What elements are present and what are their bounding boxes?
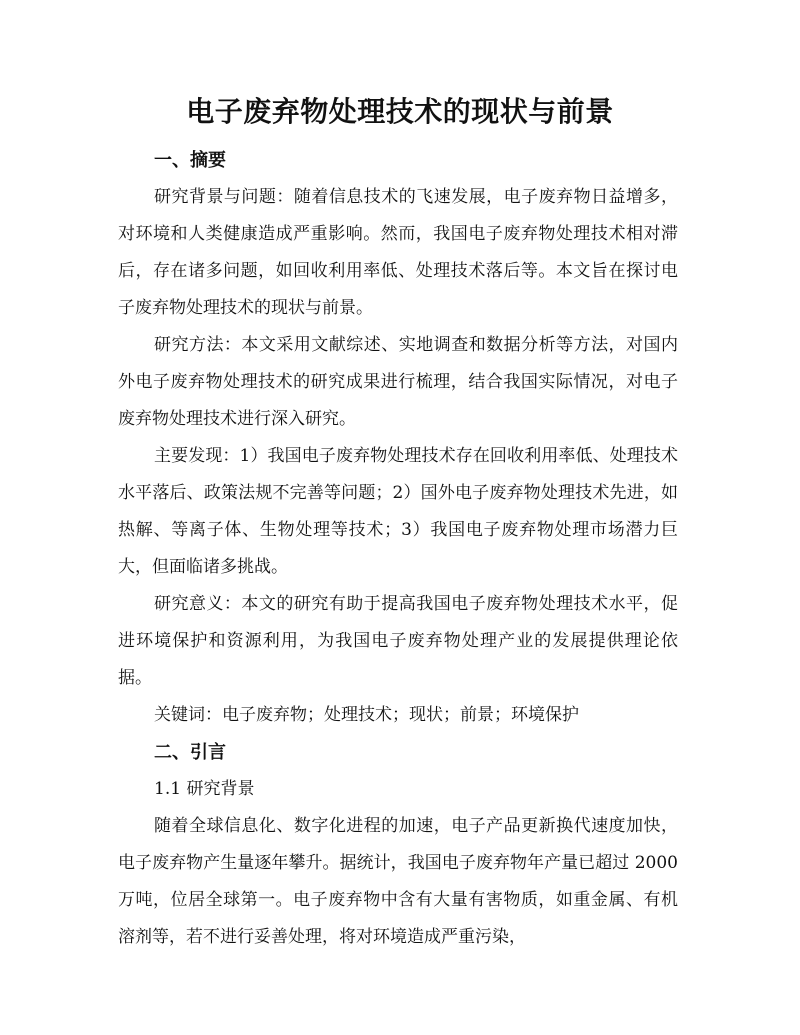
abstract-background-paragraph: 研究背景与问题：随着信息技术的飞速发展，电子废弃物日益增多，对环境和人类健康造成严重影响。然而，我国电子废弃物处理技术相对滞后，存在诸多问题，如回收利用率低、处理技术落后等。本文旨在探讨电子废弃物处理技术的现状与前景。 — [118, 187, 678, 318]
introduction-heading: 二、引言 — [154, 742, 226, 763]
keywords-line: 关键词：电子废弃物；处理技术；现状；前景；环境保护 — [154, 705, 579, 725]
document-body — [118, 142, 678, 956]
abstract-heading: 一、摘要 — [154, 150, 226, 171]
abstract-significance-paragraph: 研究意义：本文的研究有助于提高我国电子废弃物处理技术水平，促进环境保护和资源利用，为我国电子废弃物处理产业的发展提供理论依据。 — [118, 594, 678, 688]
research-background-subheading: 1.1 研究背景 — [154, 779, 255, 799]
introduction-paragraph: 随着全球信息化、数字化进程的加速，电子产品更新换代速度加快，电子废弃物产生量逐年攀升。据统计，我国电子废弃物年产量已超过 2000 万吨，位居全球第一。电子废弃物中含有大量有害物质，如重金属、有机溶剂等，若不进行妥善处理，将对环境造成严重污染， — [118, 816, 678, 947]
abstract-methods-paragraph: 研究方法：本文采用文献综述、实地调查和数据分析等方法，对国内外电子废弃物处理技术的研究成果进行梳理，结合我国实际情况，对电子废弃物处理技术进行深入研究。 — [118, 335, 678, 429]
abstract-findings-paragraph: 主要发现：1）我国电子废弃物处理技术存在回收利用率低、处理技术水平落后、政策法规不完善等问题；2）国外电子废弃物处理技术先进，如热解、等离子体、生物处理等技术；3）我国电子废弃物处理市场潜力巨大，但面临诸多挑战。 — [118, 446, 678, 577]
document-title: 电子废弃物处理技术的现状与前景 — [186, 95, 614, 128]
